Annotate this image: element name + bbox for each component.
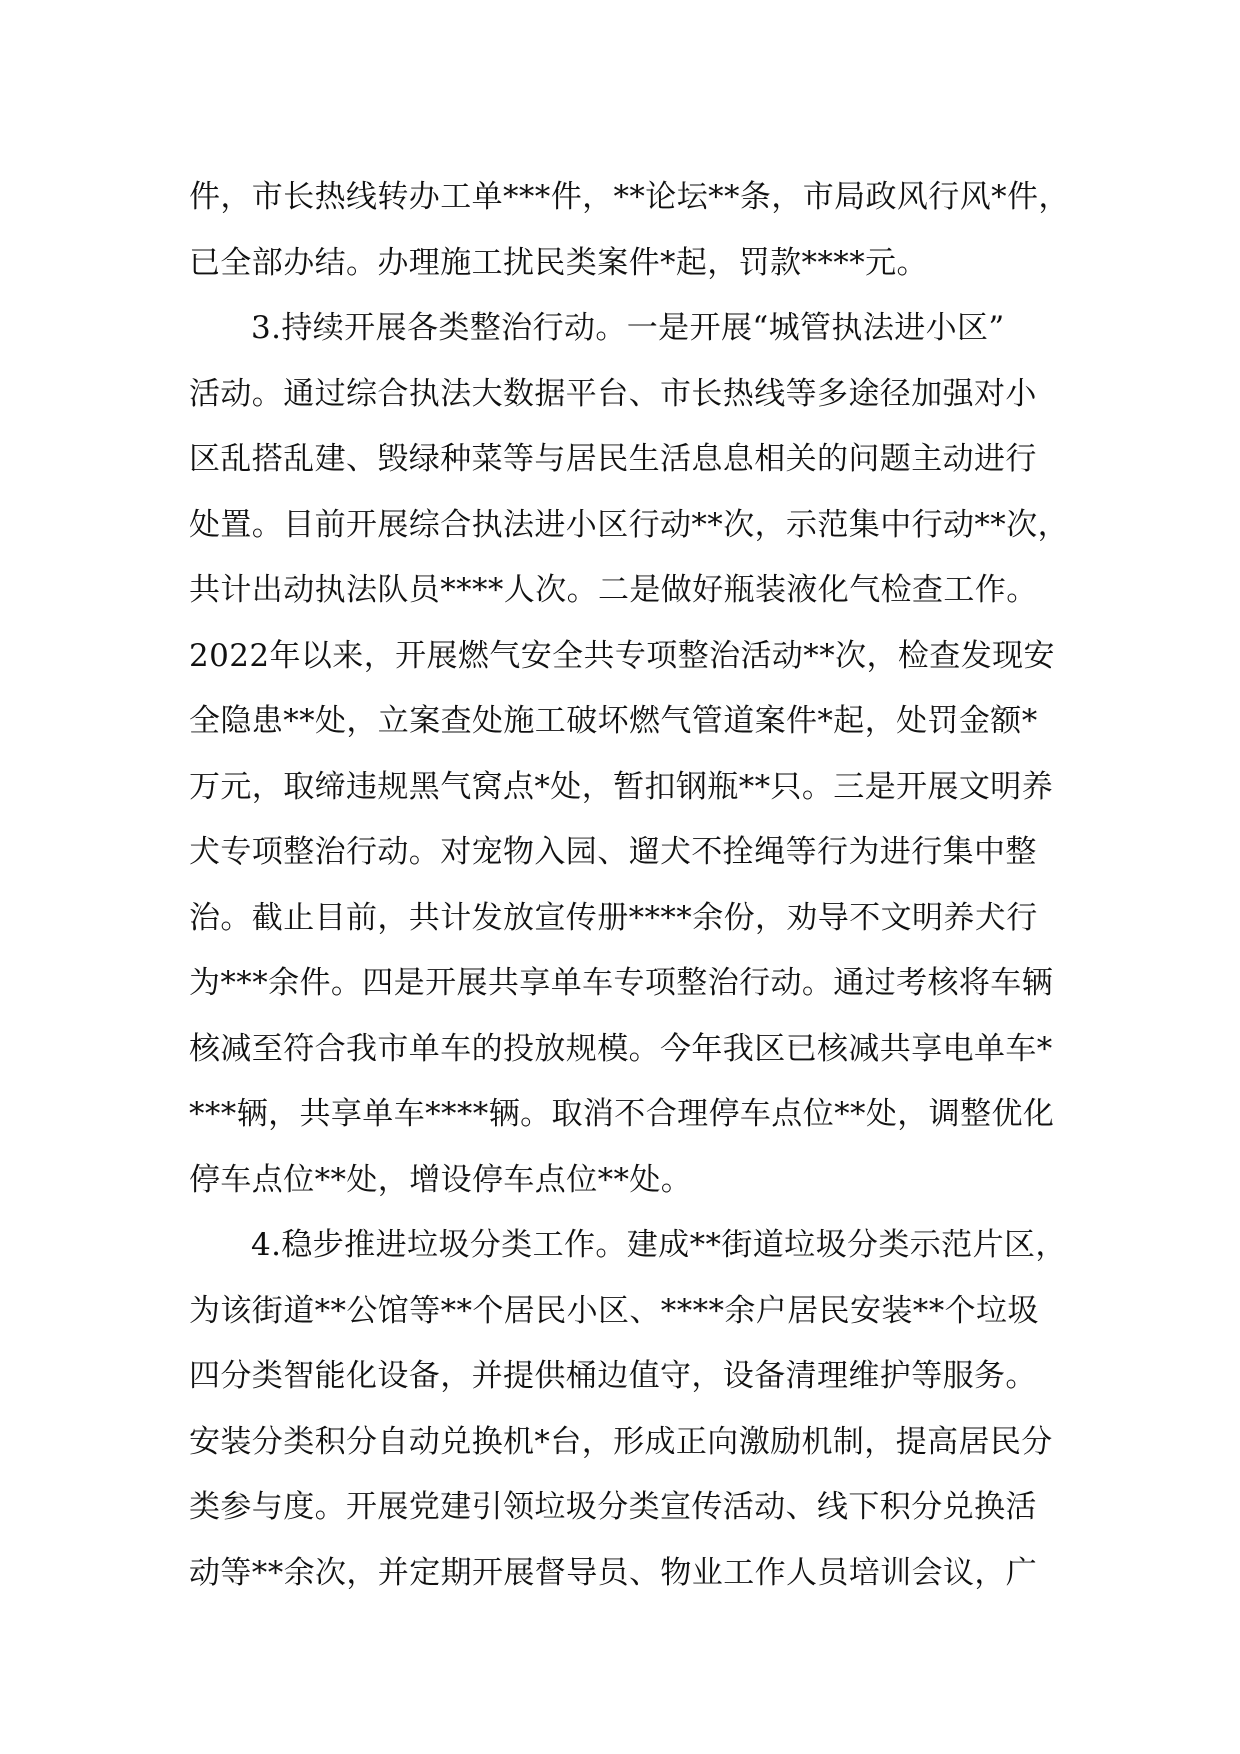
text-line: 共计出动执法队员****人次。二是做好瓶装液化气检查工作。: [189, 572, 1038, 608]
text-line: 活动。通过综合执法大数据平台、市长热线等多途径加强对小: [189, 375, 1037, 412]
text-line: 2022年以来，开展燃气安全共专项整治活动**次，检查发现安: [189, 637, 1055, 674]
text-line: ***辆，共享单车****辆。取消不合理停车点位**处，调整优化: [189, 1096, 1055, 1132]
text-line: 核减至符合我市单车的投放规模。今年我区已核减共享电单车*: [189, 1030, 1053, 1067]
paragraph-heading-line: 3.持续开展各类整治行动。一是开展“城管执法进小区”: [251, 310, 1005, 346]
text-line: 犬专项整治行动。对宠物入园、遛犬不拴绳等行为进行集中整: [189, 834, 1037, 870]
text-line: 类参与度。开展党建引领垃圾分类宣传活动、线下积分兑换活: [189, 1489, 1037, 1525]
text-line: 治。截止目前，共计发放宣传册****余份，劝导不文明养犬行: [189, 899, 1038, 936]
text-line: 停车点位**处，增设停车点位**处。: [189, 1161, 693, 1198]
text-line: 为***余件。四是开展共享单车专项整治行动。通过考核将车辆: [189, 965, 1054, 1001]
text-line: 全隐患**处，立案查处施工破坏燃气管道案件*起，处罚金额*: [189, 703, 1038, 739]
paragraph-heading-line: 4.稳步推进垃圾分类工作。建成**街道垃圾分类示范片区，: [251, 1227, 1067, 1263]
text-line: 动等**余次，并定期开展督导员、物业工作人员培训会议，广: [189, 1554, 1038, 1591]
text-line: 四分类智能化设备，并提供桶边值守，设备清理维护等服务。: [189, 1358, 1037, 1394]
text-line: 件，市长热线转办工单***件，**论坛**条，市局政风行风*件，: [189, 179, 1070, 215]
text-line: 处置。目前开展综合执法进小区行动**次，示范集中行动**次，: [189, 506, 1069, 543]
document-body: [189, 165, 1089, 1606]
text-line: 已全部办结。办理施工扰民类案件*起，罚款****元。: [189, 244, 928, 281]
text-line: 为该街道**公馆等**个居民小区、****余户居民安装**个垃圾: [189, 1292, 1039, 1329]
text-line: 区乱搭乱建、毁绿种菜等与居民生活息息相关的问题主动进行: [189, 441, 1037, 477]
text-line: 万元，取缔违规黑气窝点*处，暂扣钢瓶**只。三是开展文明养: [189, 768, 1054, 805]
text-line: 安装分类积分自动兑换机*台，形成正向激励机制，提高居民分: [189, 1423, 1053, 1460]
